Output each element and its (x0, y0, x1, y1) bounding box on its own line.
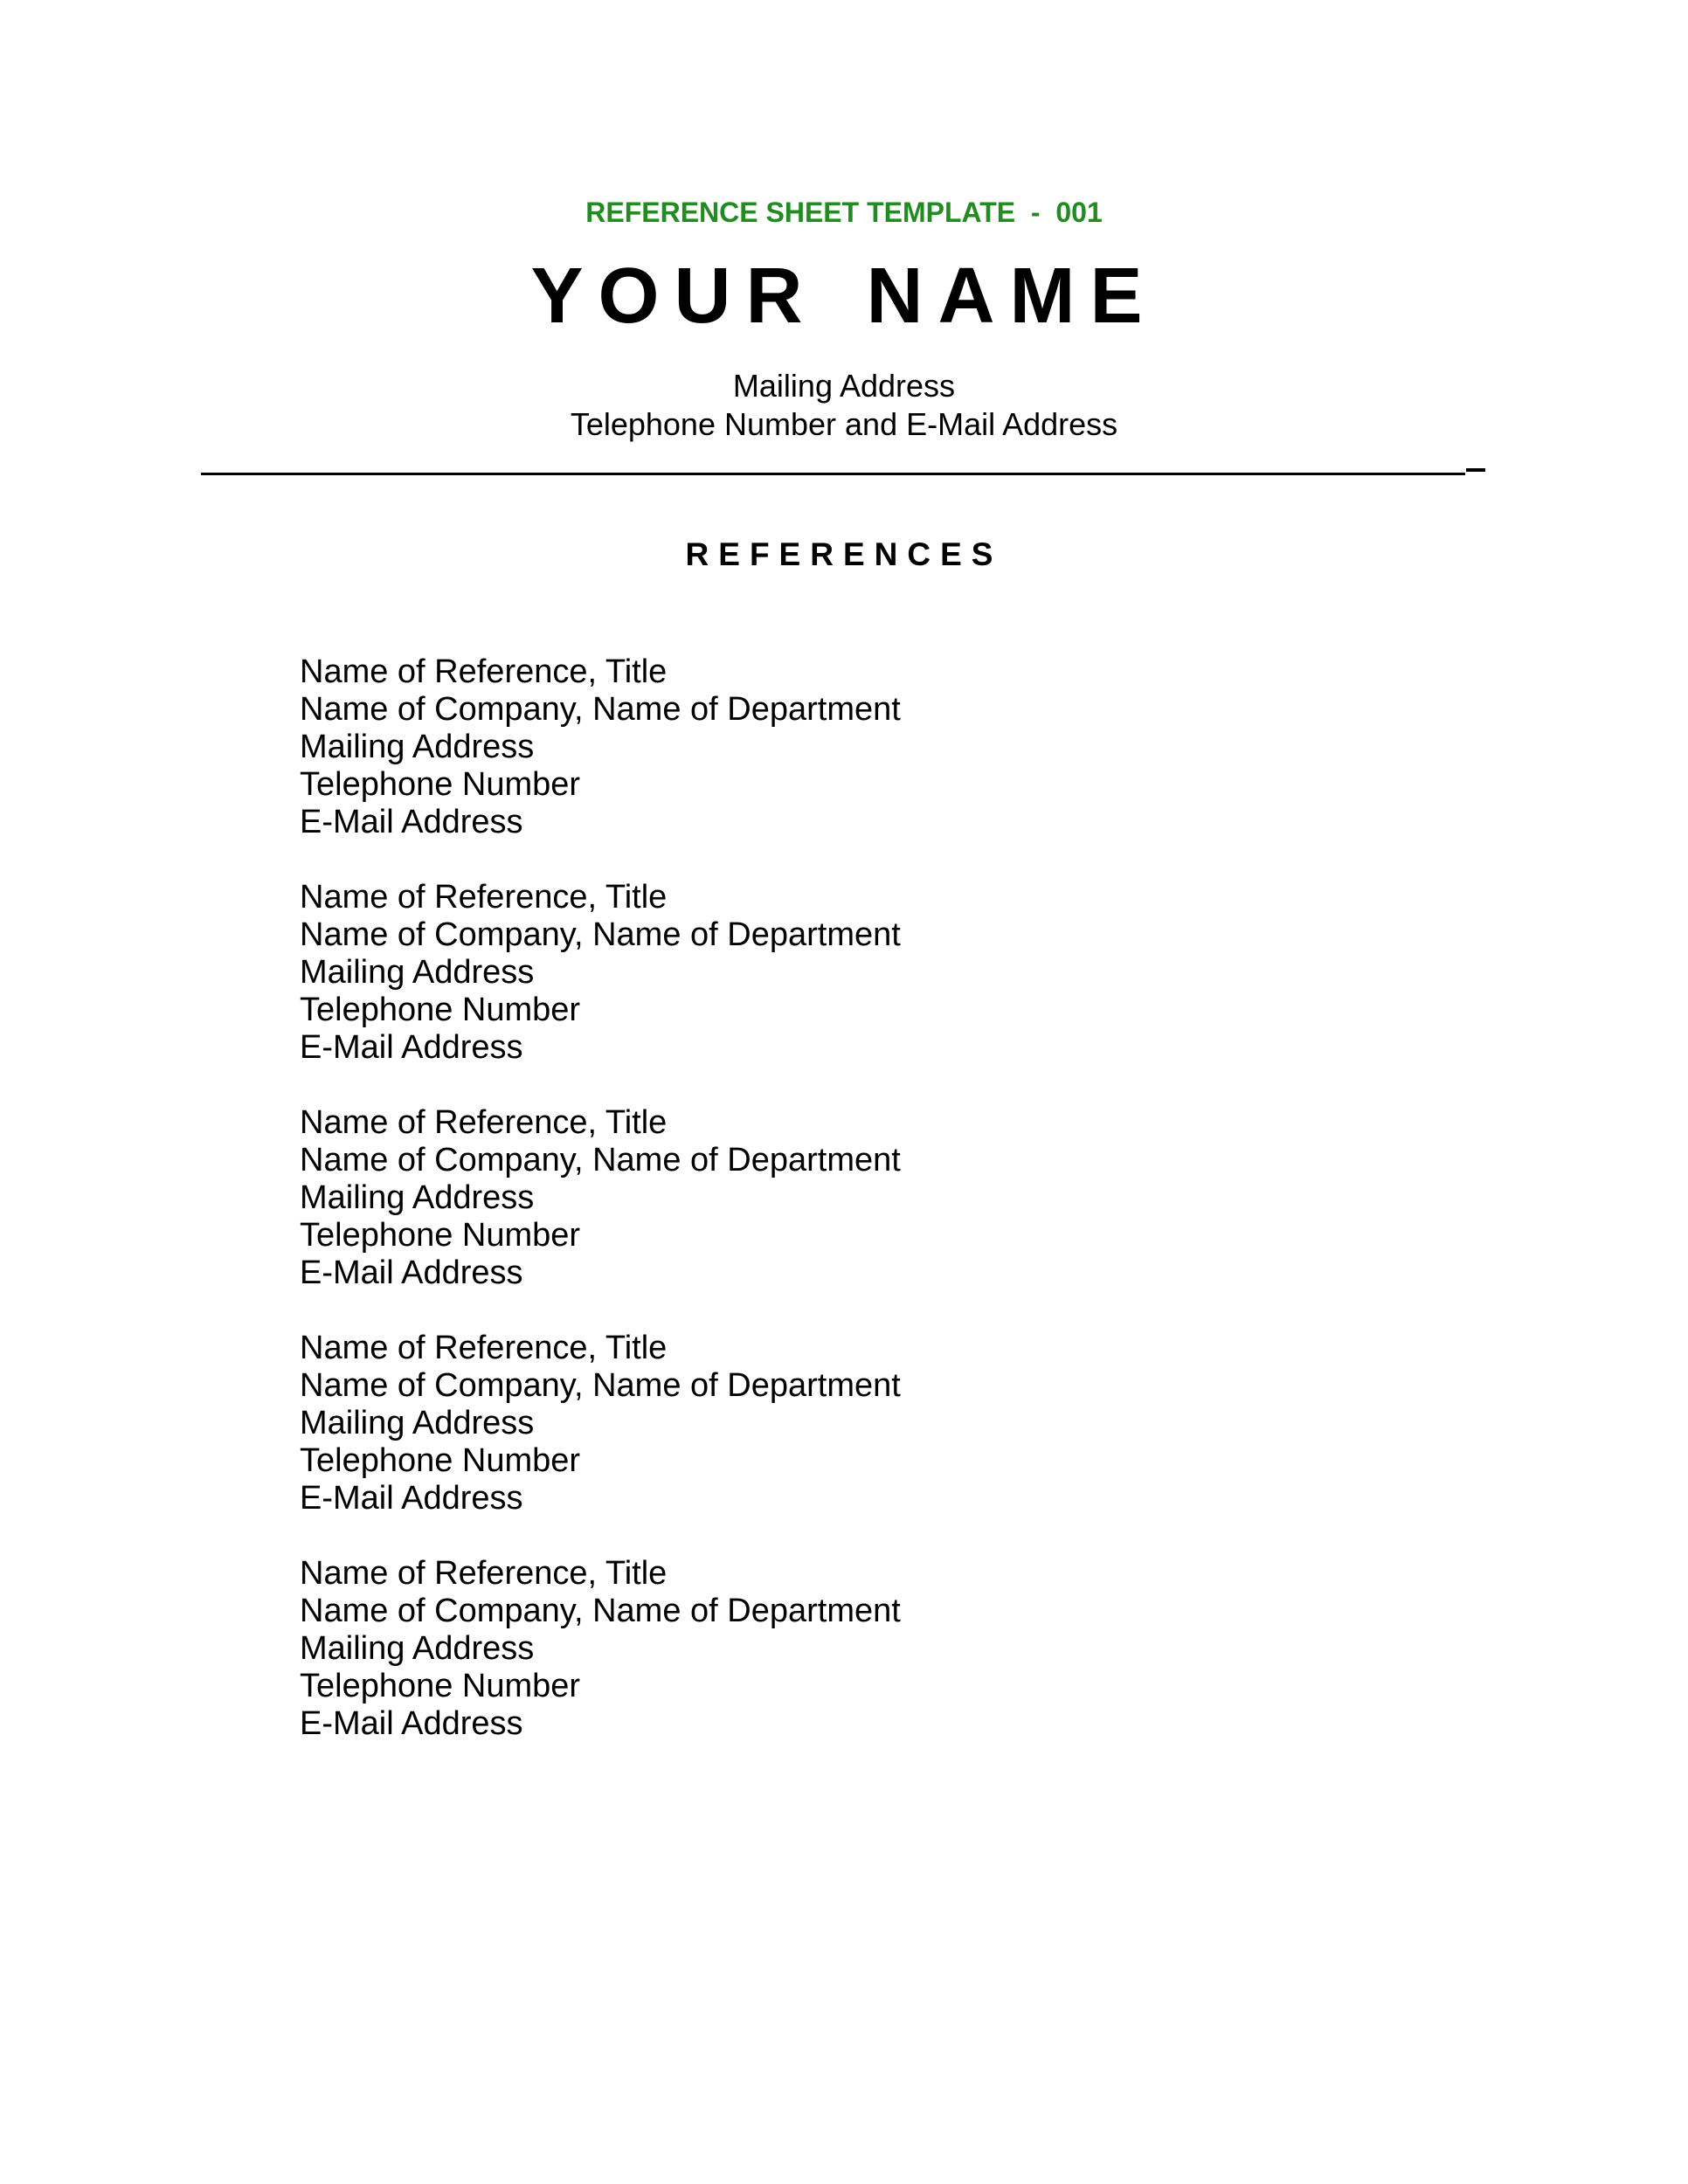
document-title-your-name: YOUR NAME (530, 252, 1158, 340)
telephone-email-line: Telephone Number and E-Mail Address (570, 406, 1118, 442)
mailing-address-line: Mailing Address (732, 368, 956, 404)
reference-line: Name of Reference, Title (300, 653, 668, 690)
reference-line: E-Mail Address (300, 1029, 523, 1066)
reference-block (300, 653, 1583, 841)
template-label: REFERENCE SHEET TEMPLATE - 001 (585, 197, 1103, 228)
divider-line (201, 473, 1465, 475)
reference-line: Mailing Address (300, 1179, 535, 1216)
reference-line: Telephone Number (300, 1668, 581, 1704)
reference-line: E-Mail Address (300, 1254, 523, 1291)
reference-line: Name of Company, Name of Department (300, 1367, 901, 1404)
references-heading: REFERENCES (685, 536, 1003, 572)
reference-line: Name of Company, Name of Department (300, 1593, 901, 1629)
reference-list (300, 653, 1583, 1780)
reference-line: E-Mail Address (300, 1705, 523, 1742)
reference-block (300, 1330, 1583, 1517)
reference-block (300, 1555, 1583, 1743)
reference-line: Name of Reference, Title (300, 879, 668, 916)
reference-block (300, 879, 1583, 1067)
reference-line: Mailing Address (300, 1630, 535, 1667)
divider-end-dash (1466, 468, 1485, 472)
contact-block (0, 367, 1688, 444)
reference-line: E-Mail Address (300, 1480, 523, 1517)
reference-line: Telephone Number (300, 1442, 581, 1479)
reference-line: Name of Company, Name of Department (300, 916, 901, 953)
reference-line: Telephone Number (300, 1217, 581, 1254)
reference-line: Name of Company, Name of Department (300, 1142, 901, 1178)
reference-block (300, 1104, 1583, 1292)
reference-line: Name of Reference, Title (300, 1104, 668, 1141)
reference-line: Mailing Address (300, 729, 535, 765)
reference-line: Mailing Address (300, 954, 535, 991)
reference-line: Name of Reference, Title (300, 1330, 668, 1366)
reference-line: Telephone Number (300, 992, 581, 1028)
reference-line: Telephone Number (300, 766, 581, 803)
reference-line: Name of Reference, Title (300, 1555, 668, 1592)
reference-line: Name of Company, Name of Department (300, 691, 901, 728)
reference-line: Mailing Address (300, 1405, 535, 1441)
reference-line: E-Mail Address (300, 804, 523, 840)
